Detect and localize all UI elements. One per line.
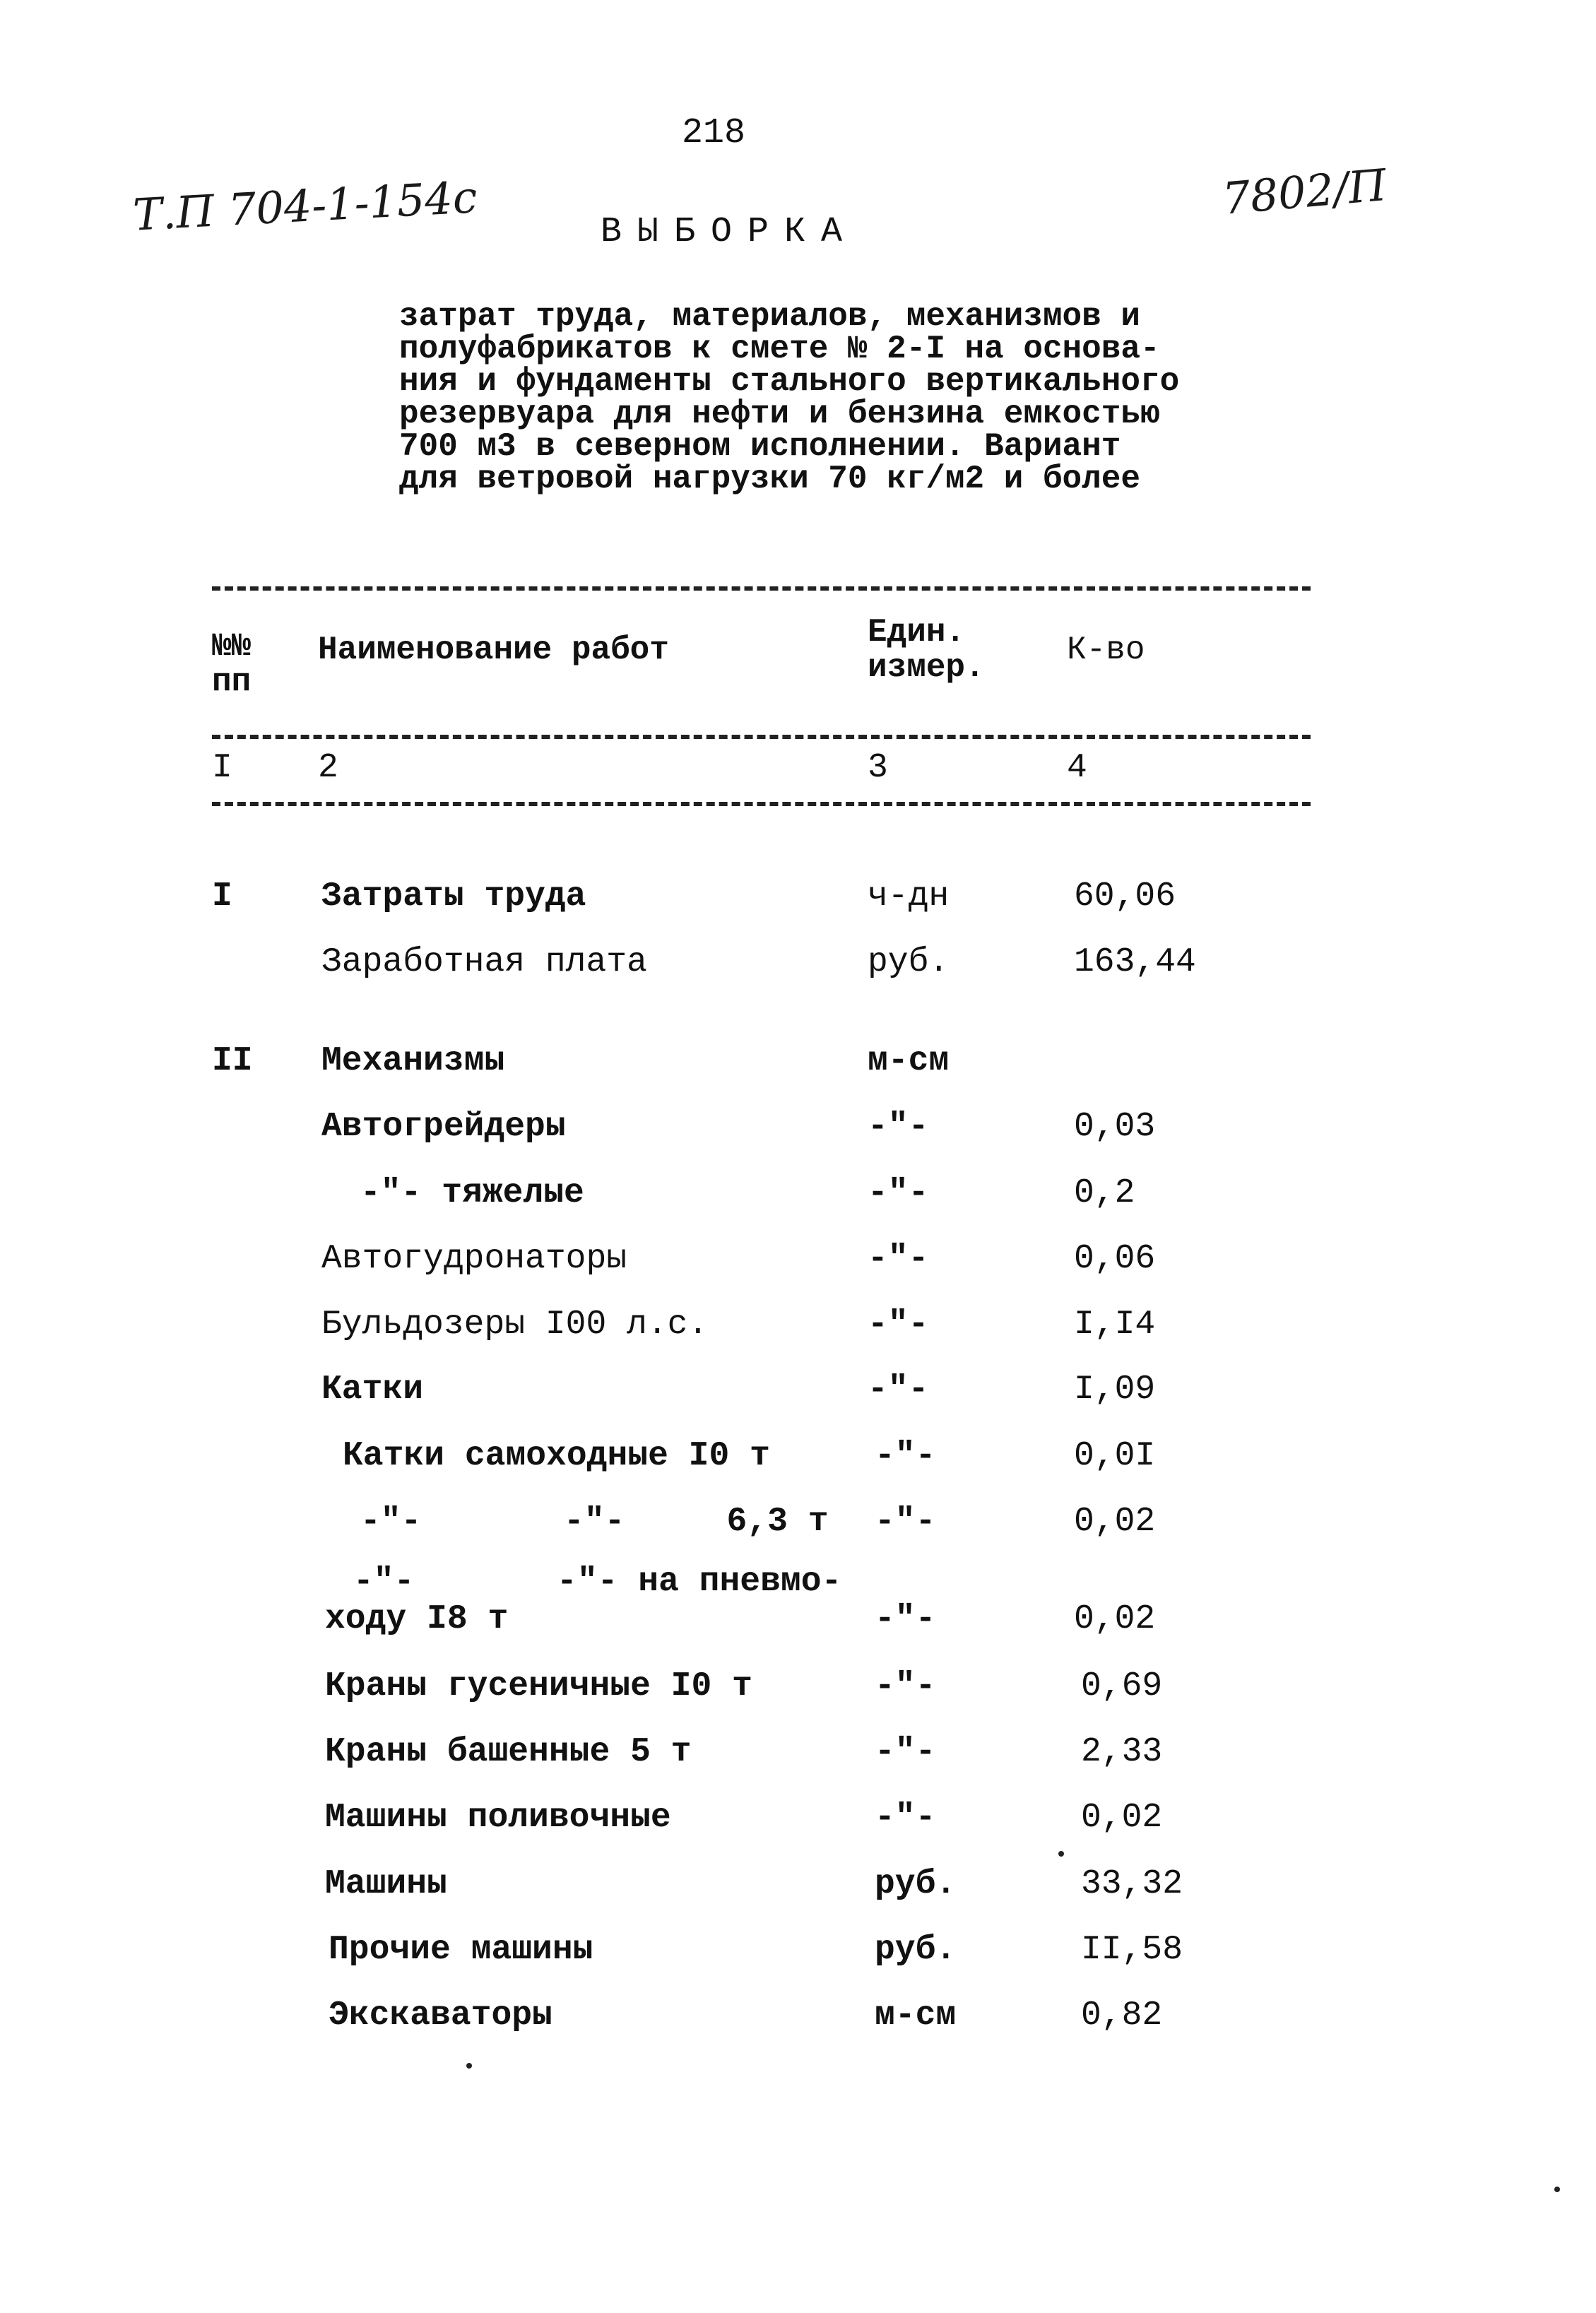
row-qty: 0,82 xyxy=(1081,1996,1163,2035)
row-unit: -"- xyxy=(868,1174,929,1212)
row-qty: 0,02 xyxy=(1074,1503,1156,1541)
row-unit: -"- xyxy=(875,1667,936,1705)
column-number: 4 xyxy=(1067,749,1087,787)
subtitle-line: полуфабрикатов к смете № 2-I на основа- xyxy=(399,331,1160,367)
row-unit: м-см xyxy=(868,1042,950,1080)
page-number: 218 xyxy=(682,113,746,153)
row-qty: II,58 xyxy=(1081,1931,1183,1969)
row-name: Машины xyxy=(325,1865,447,1903)
row-name: Механизмы xyxy=(321,1042,505,1080)
row-num: I xyxy=(212,877,232,916)
row-unit: -"- xyxy=(875,1437,936,1475)
row-qty: 60,06 xyxy=(1074,877,1176,916)
row-qty: 0,69 xyxy=(1081,1667,1163,1705)
row-qty: 0,2 xyxy=(1074,1174,1135,1212)
document-title: ВЫБОРКА xyxy=(601,212,858,252)
row-unit: -"- xyxy=(875,1733,936,1771)
row-qty: 2,33 xyxy=(1081,1733,1163,1771)
row-name: Затраты труда xyxy=(321,877,586,916)
row-unit: -"- xyxy=(868,1240,929,1278)
row-unit: -"- xyxy=(875,1600,936,1638)
row-name: Заработная плата xyxy=(321,943,647,981)
scan-speck xyxy=(1554,2187,1560,2192)
row-qty: 0,02 xyxy=(1081,1799,1163,1837)
row-unit: руб. xyxy=(868,943,950,981)
header-name: Наименование работ xyxy=(318,632,669,668)
subtitle-line: резервуара для нефти и бензина емкостью xyxy=(399,396,1160,432)
row-unit: ч-дн xyxy=(868,877,950,916)
column-number: I xyxy=(212,749,232,787)
row-name: Краны башенные 5 т xyxy=(325,1733,692,1771)
row-name: Машины поливочные xyxy=(325,1799,671,1837)
row-name: Автогудронаторы xyxy=(321,1240,627,1278)
handwritten-project-code: Т.П 704-1-154с xyxy=(131,171,479,241)
row-unit: -"- xyxy=(868,1306,929,1344)
row-name: Прочие машины xyxy=(329,1931,593,1969)
header-num: №№ пп xyxy=(212,628,252,700)
header-unit: Един. измер. xyxy=(868,614,985,686)
row-unit: м-см xyxy=(875,1996,957,2035)
row-num: II xyxy=(212,1042,253,1080)
row-name: Экскаваторы xyxy=(329,1996,552,2035)
header-divider-rule xyxy=(212,735,1311,739)
row-qty: 0,03 xyxy=(1074,1108,1156,1146)
column-numbers-rule xyxy=(212,802,1311,806)
handwritten-archive-number: 7802/П xyxy=(1220,158,1389,225)
subtitle-line: для ветровой нагрузки 70 кг/м2 и более xyxy=(399,461,1140,497)
row-qty: I,I4 xyxy=(1074,1306,1156,1344)
row-qty: I,09 xyxy=(1074,1371,1156,1409)
row-unit: -"- xyxy=(875,1503,936,1541)
row-name: -"- -"- 6,3 т xyxy=(360,1503,829,1541)
column-number: 3 xyxy=(868,749,888,787)
row-unit: руб. xyxy=(875,1865,957,1903)
row-unit: руб. xyxy=(875,1931,957,1969)
row-name: -"- -"- на пневмо- xyxy=(353,1563,842,1601)
row-unit: -"- xyxy=(875,1799,936,1837)
row-qty: 33,32 xyxy=(1081,1865,1183,1903)
scan-speck xyxy=(466,2063,472,2069)
scan-speck xyxy=(1058,1851,1064,1857)
row-name: Катки самоходные I0 т xyxy=(343,1437,770,1475)
row-name: Катки xyxy=(321,1371,424,1409)
row-unit: -"- xyxy=(868,1371,929,1409)
row-name: Бульдозеры I00 л.с. xyxy=(321,1306,709,1344)
header-qty: К-во xyxy=(1067,632,1145,668)
row-qty: 0,06 xyxy=(1074,1240,1156,1278)
column-number: 2 xyxy=(318,749,338,787)
subtitle-line: 700 м3 в северном исполнении. Вариант xyxy=(399,428,1121,465)
table-top-rule xyxy=(212,586,1311,591)
document-subtitle xyxy=(399,300,1179,495)
row-qty: 0,0I xyxy=(1074,1437,1156,1475)
row-name: -"- тяжелые xyxy=(360,1174,584,1212)
row-qty: 0,02 xyxy=(1074,1600,1156,1638)
row-name-continued: ходу I8 т xyxy=(325,1600,509,1638)
row-unit: -"- xyxy=(868,1108,929,1146)
row-name: Автогрейдеры xyxy=(321,1108,566,1146)
row-qty: 163,44 xyxy=(1074,943,1196,981)
row-name: Краны гусеничные I0 т xyxy=(325,1667,752,1705)
subtitle-line: затрат труда, материалов, механизмов и xyxy=(399,298,1140,335)
subtitle-line: ния и фундаменты стального вертикального xyxy=(399,363,1180,400)
